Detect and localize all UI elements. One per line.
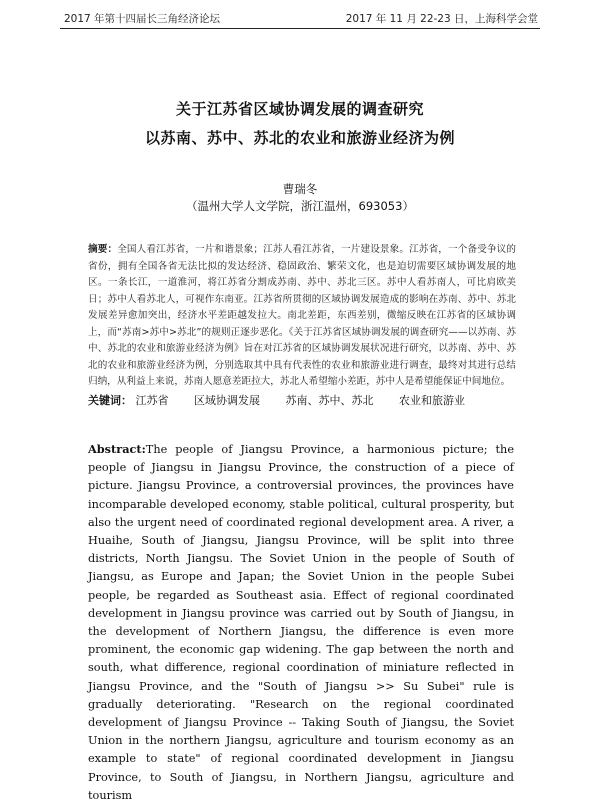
author-name: 曹瑞冬 xyxy=(282,182,318,196)
running-header xyxy=(64,8,538,26)
paper-subtitle: 以苏南、苏中、苏北的农业和旅游业经济为例 xyxy=(144,129,455,147)
chinese-abstract-text: 全国人看江苏省，一片和谐景象；江苏人看江苏省，一片建设景象。江苏省，一个备受争议的省份，拥有全国各省无法比拟的发达经济、稳固政治、繁荣文化，也是迫切需要区域协调发展的地区。一条长江，一道淮河，将江苏省分割成苏南、苏中、苏北三区。苏中人看苏南人，可比肩欧美日；苏中人看苏北人，可视作东南亚。江苏省所贯彻的区域协调发展造成的影响在苏南、苏中、苏北发展差异愈加突出，经济水平差距越发拉大。南北差距，东西差别，微缩反映在江苏省的区域协调上，而“苏南>苏中>苏北”的规则正逐步恶化。《关于江苏省区域协调发展的调查研究——以苏南、苏中、苏北的农业和旅游业经济为例》旨在对江苏省的区域协调发展状况进行研究，以苏南、苏中、苏北的农业和旅游业经济为例，分别选取其中具有代表性的农业和旅游业进行调查，最终对其进行总结归纳，从利益上来说，苏南人愿意差距拉大，苏北人希望缩小差距，苏中人是希望能保证中间地位。 xyxy=(88,244,517,387)
chinese-abstract-label: 摘要： xyxy=(88,244,118,255)
keywords-label: 关键词： xyxy=(88,394,132,407)
chinese-abstract xyxy=(88,242,516,391)
keyword: 区域协调发展 xyxy=(194,394,260,407)
keyword: 江苏省 xyxy=(135,394,169,407)
paper-title: 关于江苏省区域协调发展的调查研究 xyxy=(175,100,424,118)
header-conference: 2017 年第十四届长三角经济论坛 xyxy=(64,13,221,25)
header-rule xyxy=(60,28,540,29)
english-abstract-text: The people of Jiangsu Province, a harmonious picture; the people of Jiangsu in Jiangsu Province, the construction of a piece of picture. Jiangsu Province, a controversial provinces, the provinces have incomparable developed economy, stable political, cultural prosperity, but also the urgent need of coordinated regional development area. A river, a Huaihe, South of Jiangsu, Jiangsu Province, will be split into three districts, North Jiangsu. The Soviet Union in the people of South of Jiangsu, as Europe and Japan; the Soviet Union in the people Subei people, be regarded as Southeast asia. Effect of regional coordinated development in Jiangsu province was carried out by South of Jiangsu, in the development of Northern Jiangsu, the difference is even more prominent, the economic gap widening. The gap between the north and south, what difference, regional coordination of miniature reflected in Jiangsu Province, and the "South of Jiangsu >> Su Subei" rule is gradually deteriorating. "Research on the regional coordinated development of Jiangsu Province -- Taking South of Jiangsu, the Soviet Union in the northern Jiangsu, agriculture and tourism economy as an example to state" of regional coordinated development in Jiangsu Province, to South of Jiangsu, in Northern Jiangsu, agriculture and tourism xyxy=(88,443,514,802)
keyword: 农业和旅游业 xyxy=(399,394,465,407)
keywords xyxy=(88,392,516,408)
english-abstract xyxy=(88,440,514,805)
author-affiliation: （温州大学人文学院，浙江温州，693053） xyxy=(186,199,414,213)
english-abstract-label: Abstract: xyxy=(88,442,146,456)
header-date-venue: 2017 年 11 月 22-23 日，上海科学会堂 xyxy=(345,13,538,25)
keyword: 苏南、苏中、苏北 xyxy=(285,394,374,407)
